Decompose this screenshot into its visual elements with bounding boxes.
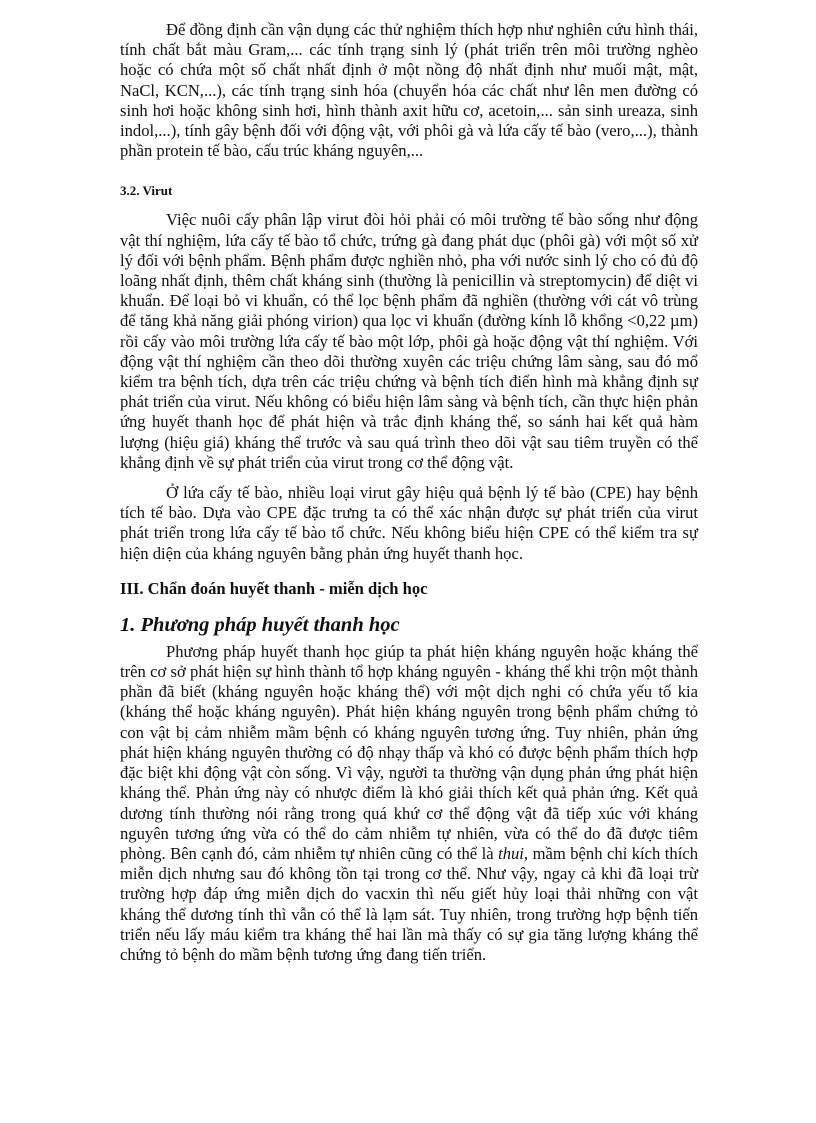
paragraph-virus-culture: Việc nuôi cấy phân lập virut đòi hỏi phải có môi trường tế bào sống như động vật thí nghiệm, lứa cấy tế bào tổ chức, trứng gà đang phát dục (phôi gà) với một số xử lý đối với bệnh phẩm. Bệnh phẩm được nghiền nhỏ, pha với nước sinh lý cho có đủ độ loãng nhất định, thêm chất kháng sinh (thường là penicillin và streptomycin) để diệt vi khuẩn. Để loại bỏ vi khuẩn, có thể lọc bệnh phẩm đã nghiền (thường với cát vô trùng để tăng khả năng giải phóng virion) qua lọc vi khuẩn (đường kính lỗ khổng <0,22 µm) rồi cấy vào môi trường lứa cấy tế bào một lớp, phôi gà hoặc động vật thí nghiệm. Với động vật thí nghiệm cần theo dõi thường xuyên các triệu chứng lâm sàng, sau đó mổ kiểm tra bệnh tích, dựa trên các triệu chứng và bệnh tích điển hình mà khẳng định sự phát triển của virut. Nếu không có biểu hiện lâm sàng và bệnh tích, cần thực hiện phản ứng huyết thanh học để phát hiện và trắc định kháng thể, so sánh hai kết quả hàm lượng (hiệu giá) kháng thể trước và sau quá trình theo dõi vật sau tiêm truyền có thể khẳng định về sự phát triển của virut trong cơ thể động vật. bbox=[120, 210, 698, 472]
paragraph-serology-text-start: Phương pháp huyết thanh học giúp ta phát hiện kháng nguyên hoặc kháng thể trên cơ sở phát hiện sự hình thành tổ hợp kháng nguyên - kháng thể khi trộn một thành phần đã biết (kháng nguyên hoặc kháng thể) với một dịch nghi có chứa yếu tố kia (kháng thể hoặc kháng nguyên). Phát hiện kháng nguyên trong bệnh phẩm chứng tỏ con vật bị cảm nhiễm mầm bệnh có kháng nguyên tương ứng. Tuy nhiên, phản ứng phát hiện kháng nguyên thường có độ nhạy thấp và khó có được bệnh phẩm thích hợp đặc biệt khi động vật còn sống. Vì vậy, người ta thường vận dụng phản ứng phát hiện kháng thể. Phản ứng này có nhược điểm là khó giải thích kết quả phản ứng. Kết quả dương tính thường nói rằng trong quá khứ cơ thể động vật đã tiếp xúc với kháng nguyên tương ứng vừa có thể do cảm nhiễm tự nhiên, vừa có thể do đã được tiêm phòng. Bên cạnh đó, cảm nhiễm tự nhiên cũng có thể là bbox=[120, 641, 698, 863]
paragraph-serology-method bbox=[120, 642, 698, 965]
paragraph-identification: Để đồng định cần vận dụng các thử nghiệm thích hợp như nghiên cứu hình thái, tính chất bắt màu Gram,... các tính trạng sinh lý (phát triển trên môi trường nghèo hoặc có chứa một số chất nhất định ở một nồng độ nhất định như muối mật, mật, NaCl, KCN,...), các tính trạng sinh hóa (chuyển hóa các chất như lên men đường có sinh hơi hoặc không sinh hơi, hình thành axit hữu cơ, acetoin,... sản sinh ureaza, sinh indol,...), tính gây bệnh đối với động vật, với phôi gà và lứa cấy tế bào (vero,...), thành phần protein tế bào, cấu trúc kháng nguyên,... bbox=[120, 20, 698, 161]
part-heading-serology-method: 1. Phương pháp huyết thanh học bbox=[120, 613, 400, 636]
paragraph-serology-italic-word: thui bbox=[498, 843, 524, 863]
subheading-virut: 3.2. Virut bbox=[120, 183, 173, 199]
paragraph-cpe: Ở lứa cấy tế bào, nhiều loại virut gây hiệu quả bệnh lý tế bào (CPE) hay bệnh tích tế bào. Dựa vào CPE đặc trưng ta có thể xác nhận được sự phát triển của virut phát triển trong lứa cấy tế bào tổ chức. Nếu không biểu hiện CPE có thể kiểm tra sự hiện diện của kháng nguyên bằng phản ứng huyết thanh học. bbox=[120, 483, 698, 563]
paragraph-serology-text-end: , mầm bệnh chỉ kích thích miễn dịch nhưng sau đó không tồn tại trong cơ thể. Như vậy, ngay cả khi đã loại trừ trường hợp đáp ứng miễn dịch do vacxin thì nếu giết hủy loại thải những con vật kháng thể dương tính thì vẫn có thể là lạm sát. Tuy nhiên, trong trường hợp bệnh tiến triển nếu lấy máu kiểm tra kháng thể hai lần mà thấy có sự gia tăng lượng kháng thể chứng tỏ bệnh do mầm bệnh tương ứng đang tiến triển. bbox=[120, 843, 698, 964]
document-page bbox=[120, 20, 698, 965]
section-heading-serology: III. Chẩn đoán huyết thanh - miễn dịch học bbox=[120, 578, 428, 598]
